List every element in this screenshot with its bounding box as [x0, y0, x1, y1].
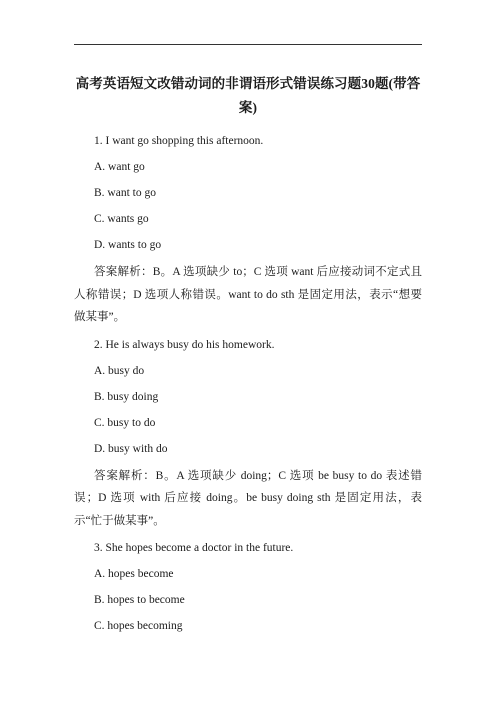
option-c: C. wants go [94, 213, 149, 225]
option-d: D. wants to go [94, 239, 162, 251]
question-stem: 2. He is always busy do his homework. [94, 338, 275, 351]
option-b: B. want to go [94, 187, 156, 199]
option-c: C. busy to do [94, 416, 156, 429]
option-b: B. busy doing [94, 390, 159, 403]
option-a: A. hopes become [94, 568, 174, 580]
option-c: C. hopes becoming [94, 620, 183, 632]
option-b: B. hopes to become [94, 594, 185, 606]
answer-explanation: 答案解析：B。A 选项缺少 doing；C 选项 be busy to do 表述错误；D 选项 with 后应接 doing。be busy doing sth 是固定用法，表示“忙于做某事”。 [74, 469, 422, 527]
answer-explanation: 答案解析：B。A 选项缺少 to；C 选项 want 后应接动词不定式且人称错误；D 选项人称错误。want to do sth 是固定用法，表示“想要做某事”。 [74, 266, 422, 323]
document-title: 高考英语短文改错动词的非谓语形式错误练习题30题(带答案) [75, 76, 421, 115]
header-rule [74, 44, 422, 45]
option-d: D. busy with do [94, 442, 168, 455]
document-body [74, 128, 422, 639]
option-a: A. busy do [94, 364, 145, 377]
option-a: A. want go [94, 161, 145, 173]
question-stem: 1. I want go shopping this afternoon. [94, 135, 264, 147]
question-stem: 3. She hopes become a doctor in the future. [94, 542, 294, 554]
